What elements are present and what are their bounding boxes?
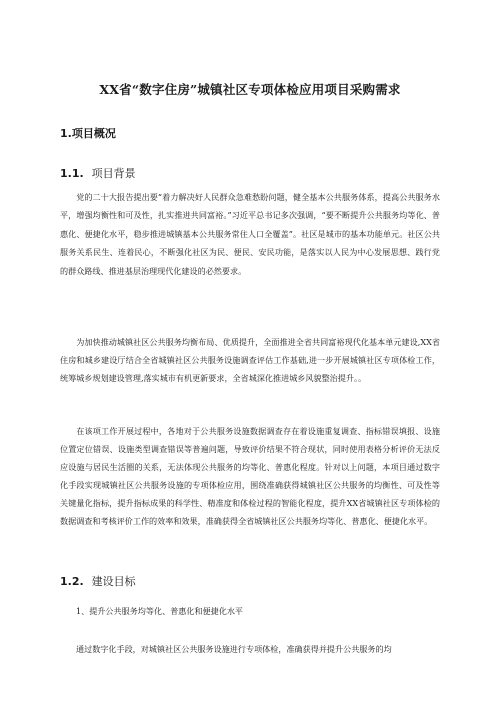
document-title: XX省“数字住房”城镇社区专项体检应用项目采购需求 [99,82,401,97]
paragraph-background-2: 为加快推动城镇社区公共服务均衡布局、优质提升，全面推进全省共同富裕现代化基本单元建设,XX省住房和城乡建设厅结合全省城镇社区公共服务设施调查评估工作基础,进一步开展城镇社区专项体检工作，统筹城乡规划建设管理,落实城市有机更新要求，全省城深化推进城乡风貌整治提升。。 [60,337,440,384]
paragraph-background-1: 党的二十大报告提出要“着力解决好人民群众急难愁盼问题，健全基本公共服务体系，提高公共服务水平，增强均衡性和可及性，扎实推进共同富裕。”习近平总书记多次强调，“要不断提升公共服务均等化、普惠化、便捷化水平，稳步推进城镇基本公共服务常住人口全覆盖”。社区是城市的基本功能单元。社区公共服务关系民生、连着民心，不断强化社区为民、便民、安民功能，是落实以人民为中心发展思想、践行党的群众路线、推进基层治理现代化建设的必然要求。 [60,192,440,276]
subsection-heading-background [60,165,136,181]
paragraph-background-3: 在该项工作开展过程中，各地对于公共服务设施数据调查存在着设施重复调查、指标错误填报、设施位置定位错误、设施类型调查错误等普遍问题，导致评价结果不符合现状，同时使用表格分析评价无法反应设施与居民生活圈的关系，无法体现公共服务的均等化、普惠化程度。针对以上问题，本项目通过数字化手段实现城镇社区公共服务设施的专项体检应用，围绕准确获得城镇社区公共服务的均衡性、可及性等关键量化指标，提升指标成果的科学性、精准度和体检过程的智能化程度，提升XX省城镇社区专项体检的数据调查和考核评价工作的效率和效果，准确获得全省城镇社区公共服务均等化、普惠化、便捷化水平。 [60,426,440,527]
goal-paragraph-1: 通过数字化手段，对城镇社区公共服务设施进行专项体检，准确获得并提升公共服务的均 [76,644,392,654]
subsection-title: 项目背景 [91,167,136,180]
subsection-heading-goals [60,573,136,589]
subsection-number: 1.2. [60,575,84,588]
goal-list-item-1: 1、提升公共服务均等化、普惠化和便捷化水平 [76,606,244,616]
subsection-number: 1.1. [60,167,84,180]
section-heading-project-overview: 1.项目概况 [60,127,116,140]
subsection-title: 建设目标 [91,575,136,588]
